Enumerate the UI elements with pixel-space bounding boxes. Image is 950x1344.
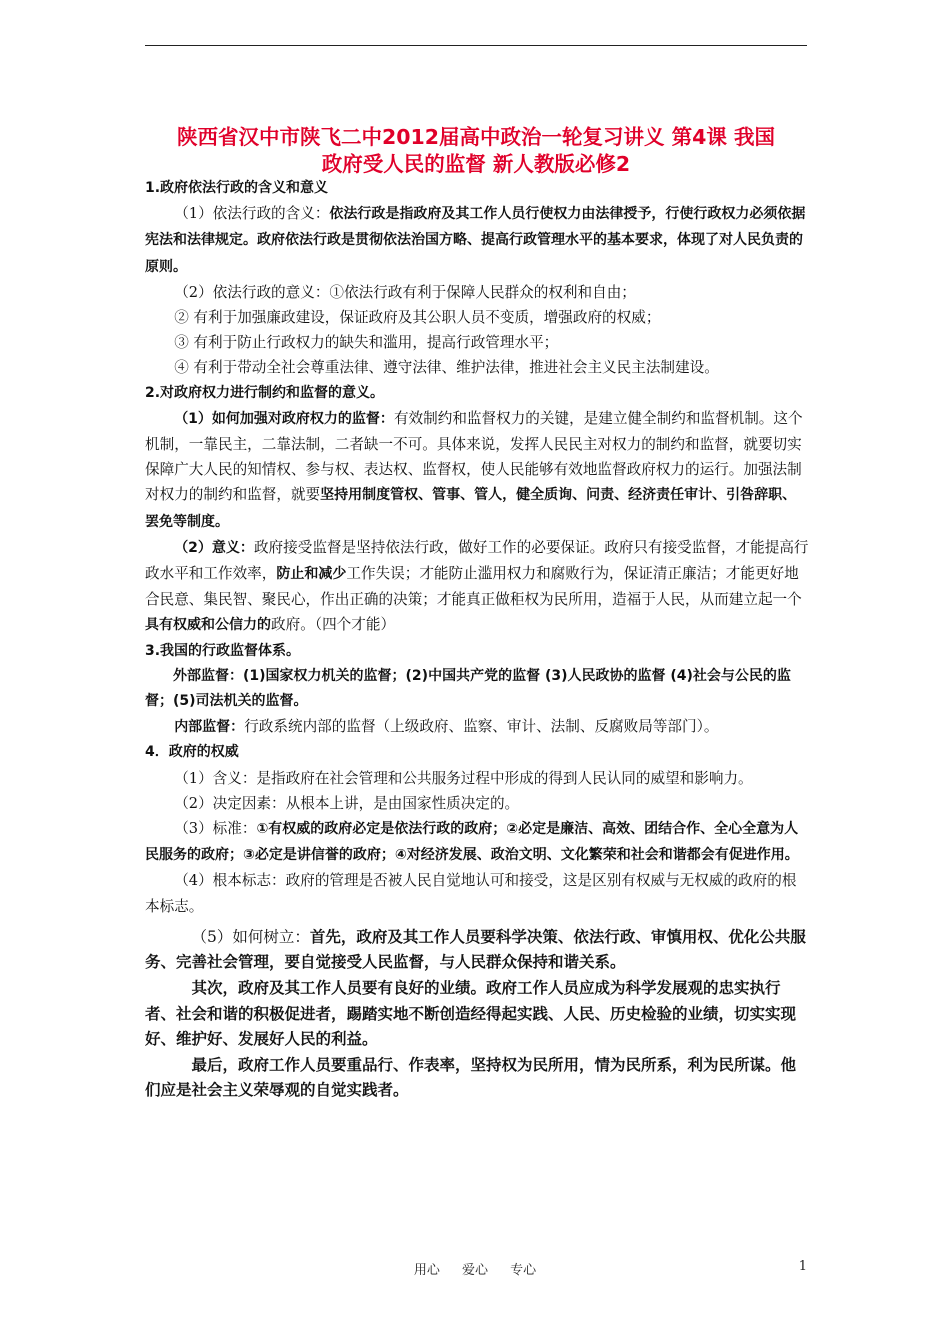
s4-paragraph-7: 最后，政府工作人员要重品行、作表率，坚持权为民所用，情为民所系，利为民所谋。他们应是社会主义荣辱观的自觉实践者。 [145, 1055, 797, 1100]
s1-paragraph-3: ② 有利于加强廉政建设，保证政府及其公职人员不变质，增强政府的权威； [174, 309, 661, 327]
s1-paragraph-2: （2）依法行政的意义：①依法行政有利于保障人民群众的权利和自由； [174, 283, 636, 301]
document-title [145, 124, 807, 178]
s2-paragraph-2: （2）意义：政府接受监督是坚持依法行政，做好工作的必要保证。政府只有接受监督，才能提高行政水平和工作效率，防止和减少工作失误；才能防止滥用权力和腐败行为，保证清正廉洁；才能更好地合民意、集民智、聚民心，作出正确的决策；才能真正做秬权为民所用，造福于人民，从而建立起一个具有权威和公信力的政府。（四个才能） [145, 538, 809, 634]
page-number: 1 [798, 1259, 807, 1274]
footer-motto: 用心 爱心 专心 [413, 1263, 537, 1278]
s4-paragraph-4: （4）根本标志：政府的管理是否被人民自觉地认可和接受，这是区别有权威与无权威的政府的根本标志。 [145, 872, 797, 915]
s1-paragraph-5: ④ 有利于带动全社会尊重法律、遵守法律、维护法律，推进社会主义民主法制建设。 [174, 359, 719, 377]
s4-paragraph-6: 其次，政府及其工作人员要有良好的业绩。政府工作人员应成为科学发展观的忠实执行者、社会和谐的积极促进者，踢踏实地不断创造经得起实践、人民、历史检验的业绩，切实实现好、维护好、发展好人民的利益。 [145, 979, 797, 1049]
s1-paragraph-4: ③ 有利于防止行政权力的缺失和滥用，提高行政管理水平； [174, 334, 559, 352]
s4-paragraph-2: （2）决定因素：从根本上讲，是由国家性质决定的。 [174, 794, 520, 812]
s3-paragraph-2: 内部监督：行政系统内部的监督（上级政府、监察、审计、法制、反腐败局等部门）。 [174, 718, 719, 736]
s3-paragraph-1: 外部监督：(1)国家权力机关的监督；(2)中国共产党的监督 (3)人民政协的监督 (4)社会与公民的监督；(5)司法机关的监督。 [145, 667, 791, 710]
title-line-1: 陕西省汉中市陕飞二中2012届高中政治一轮复习讲义 第4课 我国 [176, 125, 776, 149]
s2-paragraph-1: （1）如何加强对政府权力的监督：有效制约和监督权力的关键，是建立健全制约和监督机制。这个机制，一靠民主，二靠法制，二者缺一不可。具体来说，发挥人民民主对权力的制约和监督，就要切实保障广大人民的知情权、参与权、表达权、监督权，使人民能够有效地监督政府权力的运行。加强法制对权力的制约和监督，就要坚持用制度管权、管事、管人，健全质询、问责、经济责任审计、引咎辞职、罢免等制度。 [145, 409, 803, 530]
section-3-heading: 3.我国的行政监督体系。 [145, 642, 301, 659]
title-line-2: 政府受人民的监督 新人教版必修2 [321, 152, 631, 176]
header-rule [145, 45, 807, 46]
section-2-heading: 2.对政府权力进行制约和监督的意义。 [145, 384, 385, 401]
s4-paragraph-3: （3）标准：①有权威的政府必定是依法行政的政府；②必定是廉洁、高效、团结合作、全心全意为人民服务的政府；③必定是讲信誉的政府；④对经济发展、政治文明、文化繁荣和社会和谐都会有促进作用。 [145, 820, 799, 864]
s4-paragraph-5: （5）如何树立：首先，政府及其工作人员要科学决策、依法行政、审慎用权、优化公共服务、完善社会管理，要自觉接受人民监督，与人民群众保持和谐关系。 [145, 927, 806, 972]
section-4-heading: 4．政府的权威 [145, 744, 239, 761]
s1-paragraph-1: （1）依法行政的含义：依法行政是指政府及其工作人员行使权力由法律授予，行使行政权力必须依据宪法和法律规定。政府依法行政是贯彻依法治国方略、提高行政管理水平的基本要求，体现了对人民负责的原则。 [145, 205, 806, 275]
s4-paragraph-1: （1）含义：是指政府在社会管理和公共服务过程中形成的得到人民认同的威望和影响力。 [174, 769, 753, 787]
scanned-text-block [145, 925, 810, 1104]
section-1-heading: 1.政府依法行政的含义和意义 [145, 180, 329, 196]
document-body [145, 176, 810, 1104]
